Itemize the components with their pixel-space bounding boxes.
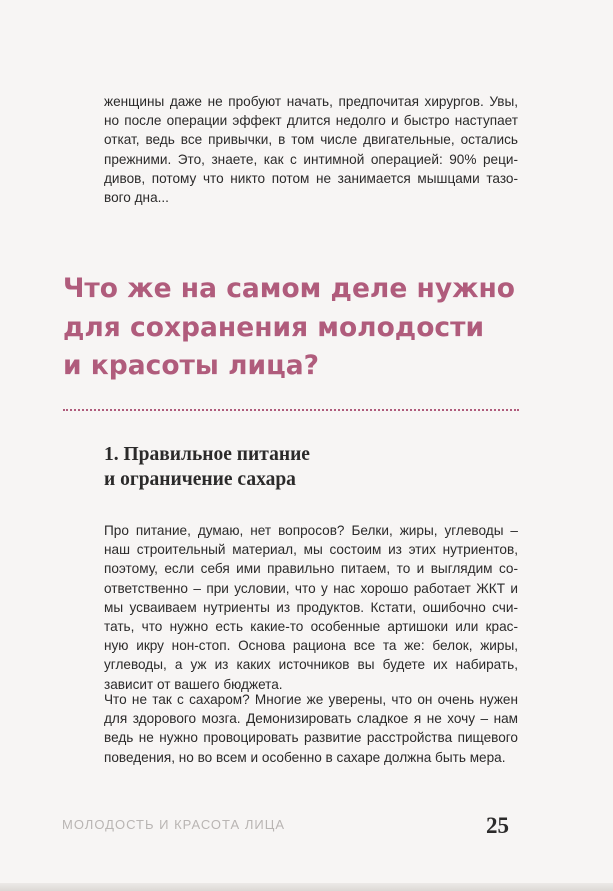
subheading-line: и ограничение сахара: [104, 469, 296, 490]
text-line: ответственно – при условии, что у нас хорошо работает ЖКТ и: [104, 580, 518, 596]
text-line: ведь не нужно провоцировать развитие расстройства пищевого: [104, 730, 518, 746]
heading-line: и красоты лица?: [63, 350, 319, 381]
text-line: прежними. Это, знаете, как с интимной операцией: 90% реци-: [104, 151, 518, 167]
text-line: вого дна...: [104, 190, 169, 206]
page-edge: [0, 883, 613, 891]
text-line: ную икру нон-стоп. Основа рациона все та же: белок, жиры,: [104, 638, 518, 654]
text-line: мы усваиваем нутриенты из продуктов. Кстати, ошибочно счи-: [104, 599, 518, 615]
sugar-paragraph: [104, 690, 518, 767]
running-header: МОЛОДОСТЬ И КРАСОТА ЛИЦА: [62, 817, 285, 832]
text-line: женщины даже не пробуют начать, предпочитая хирургов. Увы,: [104, 94, 518, 109]
text-line: зависит от вашего бюджета.: [104, 676, 283, 692]
text-line: наш строительный материал, мы состоим из этих нутриентов,: [104, 542, 518, 558]
text-line: углеводы, а уж из каких источников вы будете их набирать,: [104, 657, 518, 673]
text-line: но после операции эффект длится недолго и быстро наступает: [104, 113, 518, 129]
text-line: дивов, потому что никто потом не занимается мышцами тазо-: [104, 170, 518, 186]
dotted-divider: [63, 409, 519, 411]
intro-paragraph: [104, 92, 518, 207]
text-line: тать, что нужно есть какие-то особенные артишоки или крас-: [104, 619, 518, 635]
subheading-line: 1. Правильное питание: [104, 444, 310, 465]
heading-line: для сохранения молодости: [63, 311, 485, 343]
text-line: для здорового мозга. Демонизировать сладкое я не хочу – нам: [104, 711, 518, 727]
nutrition-paragraph: [104, 521, 518, 694]
text-line: Про питание, думаю, нет вопросов? Белки, жиры, углеводы –: [104, 523, 518, 538]
text-line: откат, ведь все привычки, в том числе двигательные, остались: [104, 132, 518, 148]
page-number: 25: [486, 813, 509, 838]
text-line: поведения, но во всем и особенно в сахаре должна быть мера.: [104, 749, 506, 765]
heading-line: Что же на самом деле нужно: [63, 273, 515, 304]
subsection-heading: [104, 442, 504, 492]
section-heading: [63, 270, 533, 386]
text-line: поэтому, если себя ими правильно питаем, то и выглядим со-: [104, 561, 518, 577]
text-line: Что не так с сахаром? Многие же уверены, что он очень нужен: [104, 692, 518, 707]
